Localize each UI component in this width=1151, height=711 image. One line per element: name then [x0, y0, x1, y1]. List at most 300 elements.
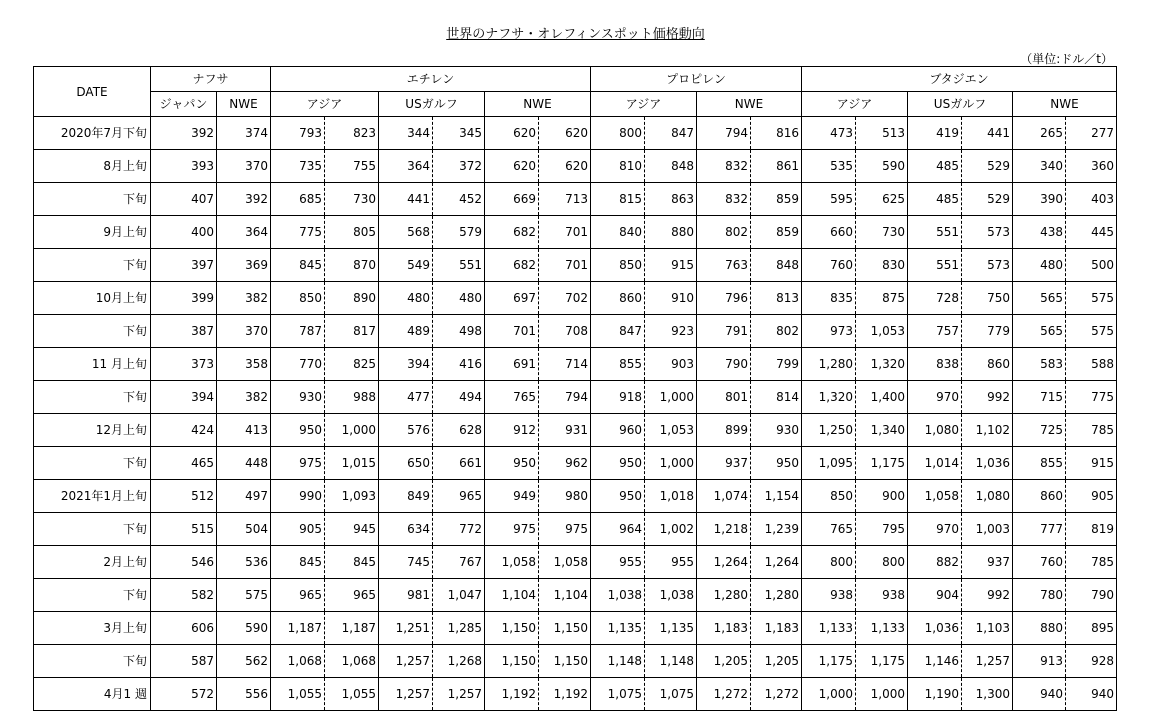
table-row [34, 546, 1117, 579]
price-cell: 1,183 [697, 612, 751, 645]
price-cell: 620 [539, 150, 591, 183]
table-row [34, 381, 1117, 414]
price-cell: 937 [697, 447, 751, 480]
price-cell: 760 [1013, 546, 1066, 579]
price-cell: 847 [645, 117, 697, 150]
price-cell: 981 [379, 579, 433, 612]
price-cell: 845 [271, 546, 325, 579]
table-row [34, 348, 1117, 381]
price-cell: 940 [1013, 678, 1066, 711]
table-row [34, 513, 1117, 546]
price-table [33, 66, 1117, 711]
table-row [34, 612, 1117, 645]
price-cell: 634 [379, 513, 433, 546]
price-cell: 860 [962, 348, 1013, 381]
price-cell: 915 [645, 249, 697, 282]
price-cell: 832 [697, 183, 751, 216]
price-cell: 701 [539, 216, 591, 249]
price-cell: 1,068 [325, 645, 379, 678]
price-cell: 682 [485, 216, 539, 249]
price-cell: 1,135 [591, 612, 645, 645]
price-cell: 473 [802, 117, 856, 150]
price-cell: 819 [1066, 513, 1117, 546]
row-label: 下旬 [34, 513, 151, 546]
price-cell: 344 [379, 117, 433, 150]
price-cell: 955 [591, 546, 645, 579]
price-cell: 845 [271, 249, 325, 282]
price-cell: 277 [1066, 117, 1117, 150]
price-cell: 965 [271, 579, 325, 612]
price-cell: 480 [433, 282, 485, 315]
price-cell: 900 [856, 480, 908, 513]
price-cell: 810 [591, 150, 645, 183]
price-cell: 938 [802, 579, 856, 612]
price-cell: 364 [217, 216, 271, 249]
price-cell: 992 [962, 381, 1013, 414]
price-cell: 382 [217, 282, 271, 315]
price-cell: 765 [485, 381, 539, 414]
price-cell: 1,000 [325, 414, 379, 447]
price-cell: 794 [697, 117, 751, 150]
row-label: 下旬 [34, 249, 151, 282]
price-cell: 497 [217, 480, 271, 513]
price-cell: 595 [802, 183, 856, 216]
price-cell: 1,187 [271, 612, 325, 645]
price-cell: 587 [151, 645, 217, 678]
price-cell: 918 [591, 381, 645, 414]
price-cell: 1,055 [271, 678, 325, 711]
price-cell: 1,074 [697, 480, 751, 513]
price-cell: 691 [485, 348, 539, 381]
date-header: DATE [34, 67, 151, 117]
price-cell: 661 [433, 447, 485, 480]
price-cell: 1,280 [802, 348, 856, 381]
price-cell: 757 [908, 315, 962, 348]
sub-header: アジア [271, 92, 379, 117]
row-label: 2021年1月上旬 [34, 480, 151, 513]
price-cell: 1,150 [539, 612, 591, 645]
price-cell: 1,075 [591, 678, 645, 711]
price-cell: 448 [217, 447, 271, 480]
price-cell: 392 [151, 117, 217, 150]
price-cell: 370 [217, 150, 271, 183]
price-cell: 817 [325, 315, 379, 348]
price-cell: 992 [962, 579, 1013, 612]
price-cell: 588 [1066, 348, 1117, 381]
price-cell: 390 [1013, 183, 1066, 216]
price-cell: 1,036 [962, 447, 1013, 480]
price-cell: 779 [962, 315, 1013, 348]
price-cell: 1,257 [433, 678, 485, 711]
price-cell: 575 [217, 579, 271, 612]
price-cell: 767 [433, 546, 485, 579]
price-cell: 606 [151, 612, 217, 645]
price-cell: 1,257 [962, 645, 1013, 678]
price-cell: 965 [433, 480, 485, 513]
price-cell: 498 [433, 315, 485, 348]
sub-header: アジア [591, 92, 697, 117]
price-cell: 964 [591, 513, 645, 546]
price-cell: 950 [271, 414, 325, 447]
price-cell: 777 [1013, 513, 1066, 546]
table-row [34, 414, 1117, 447]
price-cell: 1,068 [271, 645, 325, 678]
price-cell: 485 [908, 183, 962, 216]
price-cell: 780 [1013, 579, 1066, 612]
row-label: 下旬 [34, 315, 151, 348]
price-cell: 445 [1066, 216, 1117, 249]
price-cell: 551 [908, 216, 962, 249]
price-cell: 802 [751, 315, 802, 348]
price-cell: 419 [908, 117, 962, 150]
price-cell: 1,148 [591, 645, 645, 678]
price-cell: 882 [908, 546, 962, 579]
price-cell: 965 [325, 579, 379, 612]
price-cell: 855 [591, 348, 645, 381]
price-cell: 1,133 [856, 612, 908, 645]
row-label: 2020年7月下旬 [34, 117, 151, 150]
price-cell: 728 [908, 282, 962, 315]
sub-header: NWE [217, 92, 271, 117]
price-cell: 860 [1013, 480, 1066, 513]
price-cell: 730 [856, 216, 908, 249]
price-cell: 1,133 [802, 612, 856, 645]
price-cell: 793 [271, 117, 325, 150]
price-cell: 913 [1013, 645, 1066, 678]
price-cell: 1,053 [645, 414, 697, 447]
price-cell: 546 [151, 546, 217, 579]
price-cell: 551 [433, 249, 485, 282]
row-label: 10月上旬 [34, 282, 151, 315]
price-cell: 399 [151, 282, 217, 315]
price-cell: 975 [539, 513, 591, 546]
price-cell: 931 [539, 414, 591, 447]
price-cell: 860 [591, 282, 645, 315]
price-cell: 880 [645, 216, 697, 249]
price-cell: 1,002 [645, 513, 697, 546]
price-cell: 775 [1066, 381, 1117, 414]
price-cell: 590 [856, 150, 908, 183]
price-cell: 791 [697, 315, 751, 348]
price-cell: 1,218 [697, 513, 751, 546]
price-cell: 975 [485, 513, 539, 546]
price-cell: 845 [325, 546, 379, 579]
price-cell: 494 [433, 381, 485, 414]
price-cell: 840 [591, 216, 645, 249]
price-cell: 1,264 [697, 546, 751, 579]
price-cell: 345 [433, 117, 485, 150]
price-cell: 1,148 [645, 645, 697, 678]
price-cell: 930 [751, 414, 802, 447]
price-cell: 980 [539, 480, 591, 513]
price-cell: 387 [151, 315, 217, 348]
price-cell: 928 [1066, 645, 1117, 678]
price-cell: 1,250 [802, 414, 856, 447]
price-cell: 452 [433, 183, 485, 216]
price-cell: 485 [908, 150, 962, 183]
table-row [34, 249, 1117, 282]
price-cell: 1,103 [962, 612, 1013, 645]
price-cell: 880 [1013, 612, 1066, 645]
price-cell: 1,320 [802, 381, 856, 414]
group-header-butadiene: ブタジエン [802, 67, 1117, 92]
price-cell: 825 [325, 348, 379, 381]
price-cell: 370 [217, 315, 271, 348]
price-cell: 650 [379, 447, 433, 480]
price-cell: 374 [217, 117, 271, 150]
price-cell: 702 [539, 282, 591, 315]
price-cell: 890 [325, 282, 379, 315]
price-cell: 551 [908, 249, 962, 282]
price-cell: 830 [856, 249, 908, 282]
price-cell: 1,014 [908, 447, 962, 480]
price-cell: 489 [379, 315, 433, 348]
price-cell: 369 [217, 249, 271, 282]
price-cell: 815 [591, 183, 645, 216]
price-cell: 849 [379, 480, 433, 513]
price-cell: 905 [271, 513, 325, 546]
table-row [34, 678, 1117, 711]
price-cell: 1,093 [325, 480, 379, 513]
price-cell: 1,272 [751, 678, 802, 711]
price-cell: 1,038 [591, 579, 645, 612]
price-cell: 575 [1066, 282, 1117, 315]
price-cell: 1,257 [379, 678, 433, 711]
row-label: 下旬 [34, 645, 151, 678]
row-label: 下旬 [34, 183, 151, 216]
row-label: 下旬 [34, 447, 151, 480]
price-cell: 1,075 [645, 678, 697, 711]
price-cell: 950 [485, 447, 539, 480]
price-cell: 1,264 [751, 546, 802, 579]
price-cell: 1,280 [751, 579, 802, 612]
price-cell: 775 [271, 216, 325, 249]
price-cell: 1,058 [485, 546, 539, 579]
price-cell: 573 [962, 216, 1013, 249]
price-cell: 529 [962, 150, 1013, 183]
price-cell: 1,340 [856, 414, 908, 447]
price-cell: 1,000 [856, 678, 908, 711]
price-cell: 949 [485, 480, 539, 513]
price-cell: 855 [1013, 447, 1066, 480]
price-cell: 660 [802, 216, 856, 249]
price-cell: 899 [697, 414, 751, 447]
row-label: 11 月上旬 [34, 348, 151, 381]
table-row [34, 183, 1117, 216]
price-cell: 620 [485, 150, 539, 183]
price-cell: 796 [697, 282, 751, 315]
price-cell: 576 [379, 414, 433, 447]
price-cell: 1,192 [539, 678, 591, 711]
price-cell: 715 [1013, 381, 1066, 414]
price-cell: 1,239 [751, 513, 802, 546]
price-cell: 1,058 [908, 480, 962, 513]
price-cell: 859 [751, 216, 802, 249]
price-cell: 549 [379, 249, 433, 282]
price-cell: 1,038 [645, 579, 697, 612]
price-cell: 1,272 [697, 678, 751, 711]
price-cell: 1,251 [379, 612, 433, 645]
price-cell: 364 [379, 150, 433, 183]
price-cell: 504 [217, 513, 271, 546]
price-cell: 340 [1013, 150, 1066, 183]
price-cell: 962 [539, 447, 591, 480]
price-cell: 1,018 [645, 480, 697, 513]
price-cell: 755 [325, 150, 379, 183]
price-cell: 763 [697, 249, 751, 282]
price-cell: 795 [856, 513, 908, 546]
price-cell: 745 [379, 546, 433, 579]
row-label: 8月上旬 [34, 150, 151, 183]
price-cell: 1,000 [645, 447, 697, 480]
unit-note: （単位:ドル／t） [1020, 52, 1113, 66]
price-cell: 988 [325, 381, 379, 414]
price-cell: 1,104 [485, 579, 539, 612]
price-cell: 407 [151, 183, 217, 216]
price-cell: 438 [1013, 216, 1066, 249]
price-cell: 850 [271, 282, 325, 315]
price-cell: 536 [217, 546, 271, 579]
price-cell: 394 [379, 348, 433, 381]
price-cell: 382 [217, 381, 271, 414]
price-cell: 1,205 [697, 645, 751, 678]
price-cell: 859 [751, 183, 802, 216]
price-cell: 960 [591, 414, 645, 447]
price-cell: 1,047 [433, 579, 485, 612]
price-cell: 800 [591, 117, 645, 150]
price-cell: 1,104 [539, 579, 591, 612]
price-cell: 816 [751, 117, 802, 150]
price-cell: 848 [751, 249, 802, 282]
price-cell: 835 [802, 282, 856, 315]
row-label: 4月1 週 [34, 678, 151, 711]
price-cell: 1,080 [908, 414, 962, 447]
price-cell: 875 [856, 282, 908, 315]
price-cell: 785 [1066, 414, 1117, 447]
price-cell: 714 [539, 348, 591, 381]
price-cell: 1,000 [802, 678, 856, 711]
price-cell: 582 [151, 579, 217, 612]
price-cell: 1,183 [751, 612, 802, 645]
price-cell: 572 [151, 678, 217, 711]
sub-header: NWE [485, 92, 591, 117]
price-cell: 708 [539, 315, 591, 348]
row-label: 2月上旬 [34, 546, 151, 579]
row-label: 下旬 [34, 381, 151, 414]
price-cell: 424 [151, 414, 217, 447]
table-row [34, 117, 1117, 150]
price-cell: 823 [325, 117, 379, 150]
table-row [34, 447, 1117, 480]
price-cell: 1,268 [433, 645, 485, 678]
price-cell: 575 [1066, 315, 1117, 348]
price-cell: 1,102 [962, 414, 1013, 447]
price-cell: 802 [697, 216, 751, 249]
price-cell: 358 [217, 348, 271, 381]
table-row [34, 282, 1117, 315]
price-cell: 850 [802, 480, 856, 513]
price-cell: 393 [151, 150, 217, 183]
price-cell: 814 [751, 381, 802, 414]
price-cell: 990 [271, 480, 325, 513]
price-cell: 970 [908, 513, 962, 546]
price-cell: 372 [433, 150, 485, 183]
row-label: 12月上旬 [34, 414, 151, 447]
price-cell: 863 [645, 183, 697, 216]
price-cell: 1,175 [802, 645, 856, 678]
price-cell: 765 [802, 513, 856, 546]
price-cell: 477 [379, 381, 433, 414]
price-cell: 697 [485, 282, 539, 315]
price-cell: 1,003 [962, 513, 1013, 546]
price-cell: 1,187 [325, 612, 379, 645]
price-cell: 392 [217, 183, 271, 216]
price-cell: 400 [151, 216, 217, 249]
table-row [34, 216, 1117, 249]
price-cell: 669 [485, 183, 539, 216]
price-cell: 938 [856, 579, 908, 612]
price-cell: 685 [271, 183, 325, 216]
price-cell: 904 [908, 579, 962, 612]
price-cell: 930 [271, 381, 325, 414]
sub-header: NWE [697, 92, 802, 117]
price-cell: 1,095 [802, 447, 856, 480]
price-cell: 912 [485, 414, 539, 447]
price-cell: 1,175 [856, 645, 908, 678]
price-cell: 800 [802, 546, 856, 579]
price-cell: 1,400 [856, 381, 908, 414]
price-cell: 413 [217, 414, 271, 447]
price-cell: 590 [217, 612, 271, 645]
price-cell: 794 [539, 381, 591, 414]
price-cell: 1,055 [325, 678, 379, 711]
price-cell: 801 [697, 381, 751, 414]
row-label: 9月上旬 [34, 216, 151, 249]
price-cell: 713 [539, 183, 591, 216]
price-cell: 565 [1013, 315, 1066, 348]
price-cell: 394 [151, 381, 217, 414]
sub-header: アジア [802, 92, 908, 117]
price-cell: 1,300 [962, 678, 1013, 711]
price-cell: 562 [217, 645, 271, 678]
price-cell: 1,192 [485, 678, 539, 711]
price-cell: 905 [1066, 480, 1117, 513]
price-cell: 937 [962, 546, 1013, 579]
group-header-ethylene: エチレン [271, 67, 591, 92]
price-cell: 620 [539, 117, 591, 150]
price-cell: 1,058 [539, 546, 591, 579]
price-cell: 870 [325, 249, 379, 282]
price-cell: 515 [151, 513, 217, 546]
price-cell: 360 [1066, 150, 1117, 183]
price-cell: 725 [1013, 414, 1066, 447]
price-cell: 441 [962, 117, 1013, 150]
price-cell: 955 [645, 546, 697, 579]
price-cell: 628 [433, 414, 485, 447]
price-cell: 535 [802, 150, 856, 183]
price-cell: 1,320 [856, 348, 908, 381]
row-label: 下旬 [34, 579, 151, 612]
price-cell: 735 [271, 150, 325, 183]
price-cell: 1,175 [856, 447, 908, 480]
price-cell: 770 [271, 348, 325, 381]
price-cell: 556 [217, 678, 271, 711]
price-cell: 625 [856, 183, 908, 216]
price-cell: 1,080 [962, 480, 1013, 513]
price-cell: 895 [1066, 612, 1117, 645]
price-cell: 513 [856, 117, 908, 150]
price-cell: 373 [151, 348, 217, 381]
